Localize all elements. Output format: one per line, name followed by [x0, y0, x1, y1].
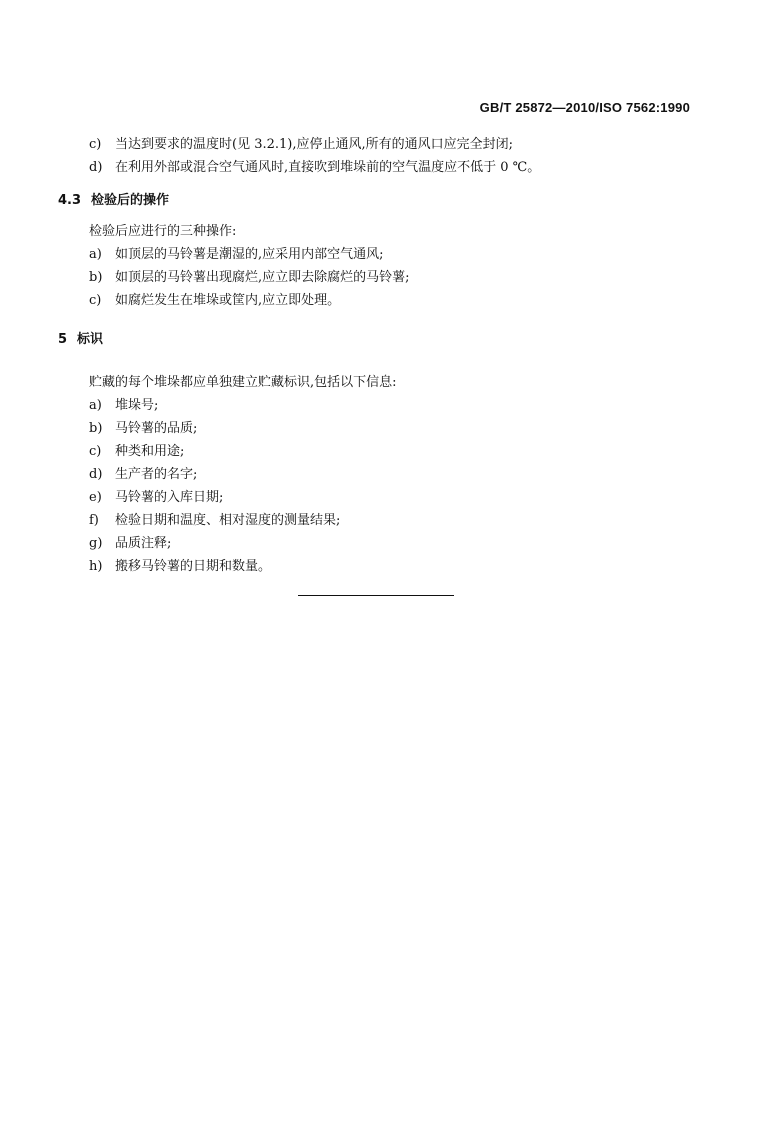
- list-marker: c): [89, 137, 102, 152]
- list-marker: b): [89, 421, 103, 436]
- list-text: 搬移马铃薯的日期和数量。: [115, 559, 272, 574]
- standard-code: GB/T 25872—2010/ISO 7562:1990: [479, 100, 690, 115]
- list-text: 当达到要求的温度时(见 3.2.1),应停止通风,所有的通风口应完全封闭;: [115, 137, 513, 152]
- list-marker: c): [89, 444, 102, 459]
- list-item: [89, 558, 271, 576]
- list-text: 生产者的名字;: [115, 467, 198, 482]
- list-marker: c): [89, 293, 102, 308]
- list-marker: d): [89, 160, 103, 175]
- list-text: 如顶层的马铃薯出现腐烂,应立即去除腐烂的马铃薯;: [115, 270, 410, 285]
- list-text: 检验日期和温度、相对湿度的测量结果;: [115, 513, 341, 528]
- list-text: 在利用外部或混合空气通风时,直接吹到堆垛前的空气温度应不低于 0 ℃。: [115, 160, 541, 175]
- list-marker: d): [89, 467, 103, 482]
- section-heading-5: [58, 331, 103, 349]
- list-item: [89, 159, 540, 177]
- list-text: 堆垛号;: [115, 398, 159, 413]
- list-item: [89, 246, 384, 264]
- section-heading-4-3: [58, 192, 169, 210]
- section-intro: 贮藏的每个堆垛都应单独建立贮藏标识,包括以下信息:: [89, 375, 397, 390]
- section-number: 4.3: [58, 193, 82, 208]
- list-marker: b): [89, 270, 103, 285]
- section-title: 检验后的操作: [91, 193, 170, 208]
- list-marker: a): [89, 247, 102, 262]
- list-item: [89, 292, 340, 310]
- list-marker: a): [89, 398, 102, 413]
- list-item: [89, 489, 223, 507]
- list-item: [89, 512, 340, 530]
- section-intro: 检验后应进行的三种操作:: [89, 224, 237, 239]
- list-text: 马铃薯的品质;: [115, 421, 198, 436]
- list-marker: f): [89, 513, 99, 528]
- list-marker: e): [89, 490, 102, 505]
- list-text: 如腐烂发生在堆垛或筐内,应立即处理。: [115, 293, 341, 308]
- list-item: [89, 535, 171, 553]
- list-marker: h): [89, 559, 103, 574]
- list-item: [89, 269, 410, 287]
- list-marker: g): [89, 536, 103, 551]
- list-item: [89, 397, 158, 415]
- list-item: [89, 466, 197, 484]
- list-text: 品质注释;: [115, 536, 172, 551]
- list-item: [89, 420, 197, 438]
- end-of-document-rule: [298, 595, 454, 596]
- list-text: 种类和用途;: [115, 444, 185, 459]
- section-number: 5: [58, 332, 68, 347]
- list-item: [89, 136, 513, 154]
- list-text: 如顶层的马铃薯是潮湿的,应采用内部空气通风;: [115, 247, 384, 262]
- list-text: 马铃薯的入库日期;: [115, 490, 224, 505]
- list-item: [89, 443, 184, 461]
- section-title: 标识: [77, 332, 104, 347]
